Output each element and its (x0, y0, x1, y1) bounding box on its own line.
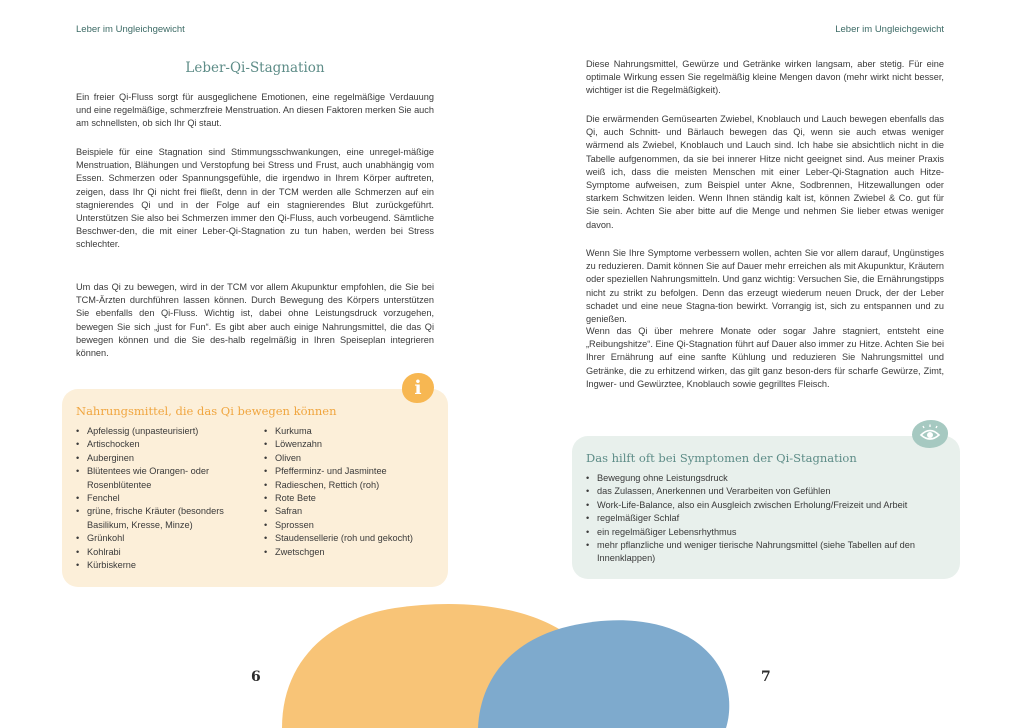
info-box-title: Nahrungsmittel, die das Qi bewegen können (76, 404, 337, 418)
food-list-column-1 (76, 425, 254, 572)
right-paragraph-4: Wenn das Qi über mehrere Monate oder sogar Jahre stagniert, entsteht eine „Reibungshitze“. Eine Qi-Stagnation führt auf Dauer also immer zu Hitze. Achten Sie bei Ihrer Ernährung auf eine sanfte Kühlung und reduzieren Sie Nahrungsmittel und Getränke, die zu erhitzend wirken, das gilt ganz beson-ders für scharfe Gewürze, Zimt, Ingwer- und Gewürztee, Knoblauch sowie gegrilltes Fleisch. (586, 326, 944, 389)
right-paragraph-1: Diese Nahrungsmittel, Gewürze und Getränke wirken langsam, aber stetig. Für eine optimale Wirkung essen Sie regelmäßig kleine Mengen davon (mehr wirkt nicht besser, wichtiger ist die Regelmäßigkeit). (586, 59, 944, 96)
list-item: • Zwetschgen (264, 546, 444, 559)
list-item: • Safran (264, 505, 444, 518)
left-paragraph-3: Um das Qi zu bewegen, wird in der TCM vor allem Akupunktur empfohlen, die Sie bei TCM-Ärzten durchführen lassen können. Durch Bewegung des Körpers unterstützen Sie ebenfalls den Qi-Fluss. Wichtig ist, dabei ohne Leistungsdruck vorzugehen, bewegen Sie sich „just for Fun“. Es gibt aber auch einige Nahrungsmittel, die das Qi bewegen können und die Sie des-halb regelmäßig in Ihren Speiseplan integrieren können. (76, 282, 434, 359)
list-item: • Fenchel (76, 492, 254, 505)
list-item: • ein regelmäßiger Lebensrhythmus (586, 526, 958, 539)
list-item: • Staudensellerie (roh und gekocht) (264, 532, 444, 545)
list-item: • Bewegung ohne Leistungsdruck (586, 472, 958, 485)
list-item: • mehr pflanzliche und weniger tierische Nahrungsmittel (siehe Tabellen auf den Innenklappen) (586, 539, 958, 566)
tip-list (586, 472, 958, 566)
tip-box-title: Das hilft oft bei Symptomen der Qi-Stagnation (586, 451, 857, 465)
list-item: • das Zulassen, Anerkennen und Verarbeiten von Gefühlen (586, 485, 958, 498)
left-paragraph-1: Ein freier Qi-Fluss sorgt für ausgeglichene Emotionen, eine regelmäßige Verdauung und eine regelmäßige, schmerzfreie Menstruation. An diesen Faktoren merken Sie auch am schnellsten, ob sich Ihr Qi staut. (76, 92, 434, 129)
list-item: • Apfelessig (unpasteurisiert) (76, 425, 254, 438)
eye-icon (912, 420, 948, 448)
list-item: • Oliven (264, 452, 444, 465)
page-number-right: 7 (761, 669, 771, 685)
food-list-column-2 (264, 425, 444, 559)
list-item: • Grünkohl (76, 532, 254, 545)
list-item: • Kurkuma (264, 425, 444, 438)
left-paragraph-2: Beispiele für eine Stagnation sind Stimmungsschwankungen, eine unregel-mäßige Menstruation, Blähungen und Verstopfung bei Stress und Frust, auch unabhängig vom Essen. Schmerzen oder Spannungsgefühle, die irgendwo in Ihrem Körper auftreten, zeigen, dass Ihr Qi nicht frei fließt, denn in der TCM werden alle Schmerzen auf ein stagnierendes Qi und in der Folge auf ein stagnierendes Blut zurückgeführt. Unterstützen Sie also bei Schmerzen immer den Qi-Fluss, auch vorbeugend. Sämtliche Beschwer-den, die mit einer Leber-Qi-Stagnation zu tun haben, werden bei Stress schlechter. (76, 147, 434, 250)
list-item: • Löwenzahn (264, 438, 444, 451)
list-item: • Radieschen, Rettich (roh) (264, 479, 444, 492)
list-item: • Sprossen (264, 519, 444, 532)
section-title: Leber-Qi-Stagnation (185, 60, 325, 76)
list-item: • grüne, frische Kräuter (besonders Basilikum, Kresse, Minze) (76, 505, 254, 532)
list-item: • Artischocken (76, 438, 254, 451)
right-paragraph-2: Die erwärmenden Gemüsearten Zwiebel, Knoblauch und Lauch bewegen ebenfalls das Qi, auch Schnitt- und Bärlauch bewegen das Qi, wenn sie auch etwas weniger wärmend als Zwiebel, Knoblauch und Lauch sind. Ich habe sie absichtlich nicht in die Tabelle aufgenommen, da sie bei innerer Hitze nicht geeignet sind. Aus meiner Praxis weiß ich, dass die meisten Menschen mit einer Leber-Qi-Stagnation auch Hitze-Symptome aufweisen, zum Beispiel unter Akne, Sodbrennen, Hitzewallungen oder starkem Schwitzen leiden. Wenn Ihnen ständig kalt ist, können Zwiebel & Co. gut für Sie sein. Achten Sie aber bitte auf die Menge und nehmen Sie lieber etwas weniger davon. (586, 114, 944, 230)
list-item: • regelmäßiger Schlaf (586, 512, 958, 525)
list-item: • Auberginen (76, 452, 254, 465)
list-item: • Kohlrabi (76, 546, 254, 559)
list-item: • Rote Bete (264, 492, 444, 505)
right-paragraph-3: Wenn Sie Ihre Symptome verbessern wollen, achten Sie vor allem darauf, Ungünstiges zu reduzieren. Damit können Sie auf Dauer mehr erreichen als mit Akupunktur, Kräutern oder speziellen Nahrungsmitteln. Und ganz wichtig: Versuchen Sie, die Ernährungstipps nicht zu strikt zu befolgen. Denn das erzeugt wiederum neuen Druck, der der Leber schadet und eine neue Stagna-tion bewirkt. Vorrangig ist, sich zu entspannen und zu genießen. (586, 248, 944, 325)
page-number-left: 6 (251, 669, 261, 685)
list-item: • Blütentees wie Orangen- oder Rosenblütentee (76, 465, 254, 492)
list-item: • Kürbiskerne (76, 559, 254, 572)
list-item: • Work-Life-Balance, also ein Ausgleich zwischen Erholung/Freizeit und Arbeit (586, 499, 958, 512)
running-header-right: Leber im Ungleichgewicht (835, 24, 944, 35)
running-header-left: Leber im Ungleichgewicht (76, 24, 185, 35)
list-item: • Pfefferminz- und Jasmintee (264, 465, 444, 478)
info-icon: i (402, 373, 434, 403)
